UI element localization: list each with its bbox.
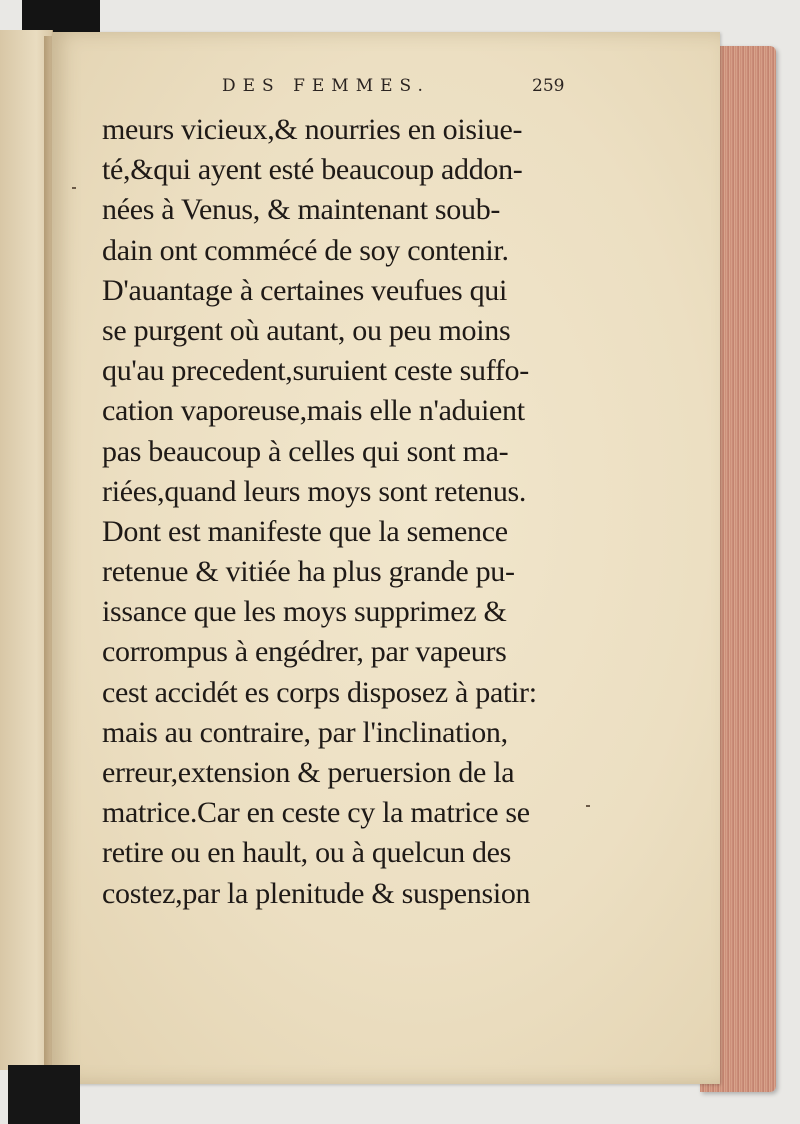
book-clip-bottom [8,1065,80,1124]
text-line: cation vaporeuse,mais elle n'aduient [102,394,525,428]
text-line: costez,par la plenitude & suspension [102,876,531,910]
margin-mark [586,805,590,807]
text-line: qu'au precedent,suruient ceste suffo- [102,354,529,388]
text-line: se purgent où autant, ou peu moins [102,313,511,347]
text-line: corrompus à engédrer, par vapeurs [102,635,507,669]
body-text [102,110,572,914]
book-clip-top [22,0,100,34]
text-line: retire ou en hault, ou à quelcun des [102,836,512,870]
text-line: matrice.Car en ceste cy la matrice se [102,796,530,830]
text-line: issance que les moys supprimez & [102,595,507,629]
text-line: Dont est manifeste que la semence [102,514,508,548]
book-page [52,32,720,1084]
text-line: riées,quand leurs moys sont retenus. [102,474,527,508]
page-number: 259 [532,76,565,96]
text-line: dain ont commécé de soy contenir. [102,233,509,267]
text-line: mais au contraire, par l'inclination, [102,715,508,749]
text-line: nées à Venus, & maintenant soub- [102,193,501,227]
running-head: DES FEMMES. [222,76,430,96]
text-line: pas beaucoup à celles qui sont ma- [102,434,509,468]
text-line: meurs vicieux,& nourries en oisiue- [102,113,523,146]
text-line: cest accidét es corps disposez à patir: [102,675,537,709]
text-line: té,&qui ayent esté beaucoup addon- [102,153,523,187]
text-line: D'auantage à certaines veufues qui [102,273,508,307]
text-line: erreur,extension & peruersion de la [102,756,515,789]
text-line: retenue & vitiée ha plus grande pu- [102,555,515,589]
margin-mark [72,187,76,189]
